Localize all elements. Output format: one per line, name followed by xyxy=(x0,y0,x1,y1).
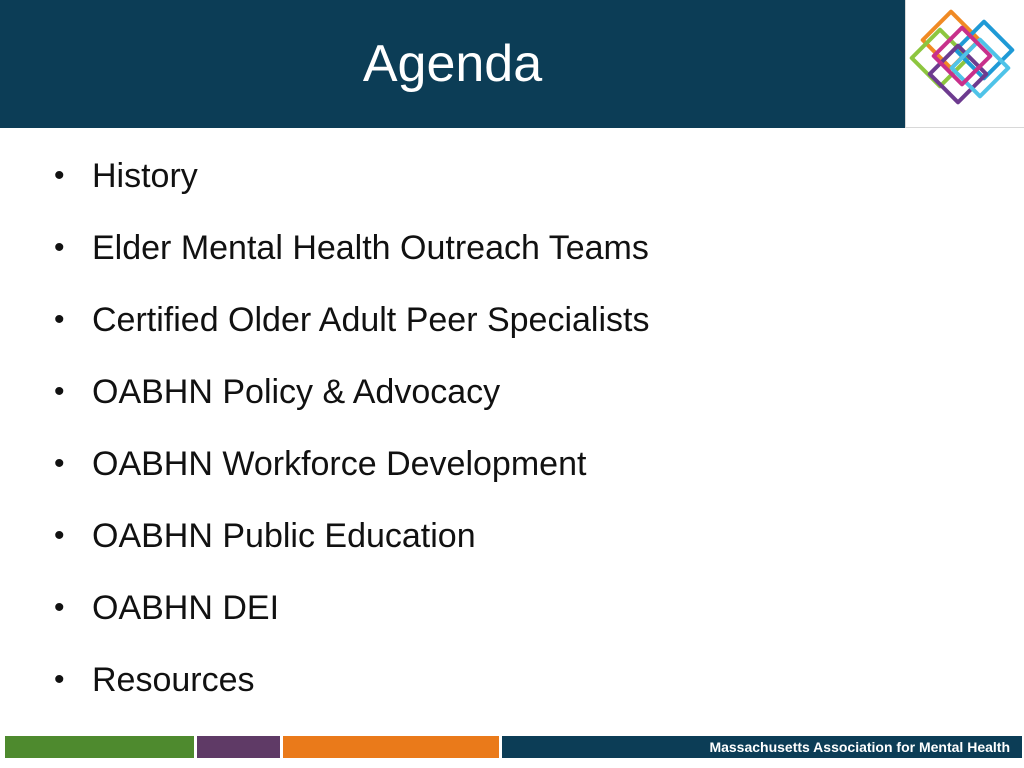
agenda-item-label: OABHN Public Education xyxy=(92,517,476,555)
bullet-icon: • xyxy=(54,375,65,408)
bullet-icon: • xyxy=(54,591,65,624)
agenda-item-label: Resources xyxy=(92,661,255,699)
agenda-item-label: Elder Mental Health Outreach Teams xyxy=(92,229,649,267)
footer-bar-navy xyxy=(502,736,1022,758)
bullet-icon: • xyxy=(54,663,65,696)
agenda-item xyxy=(50,212,649,284)
agenda-list xyxy=(50,140,649,716)
footer-bar-orange xyxy=(283,736,499,758)
footer-organization-name: Massachusetts Association for Mental Health xyxy=(709,739,1010,755)
footer-bar-purple xyxy=(197,736,280,758)
slide-title: Agenda xyxy=(362,35,543,93)
agenda-item-label: Certified Older Adult Peer Specialists xyxy=(92,301,650,339)
agenda-item xyxy=(50,356,649,428)
footer-bar-green xyxy=(5,736,194,758)
bullet-icon: • xyxy=(54,447,65,480)
bullet-icon: • xyxy=(54,303,65,336)
slide-header xyxy=(0,0,905,128)
bullet-icon: • xyxy=(54,519,65,552)
agenda-item xyxy=(50,284,649,356)
agenda-item xyxy=(50,428,649,500)
bullet-icon: • xyxy=(54,159,65,192)
agenda-item xyxy=(50,500,649,572)
agenda-item xyxy=(50,572,649,644)
agenda-item-label: OABHN Policy & Advocacy xyxy=(92,373,501,411)
agenda-item xyxy=(50,140,649,212)
bullet-icon: • xyxy=(54,231,65,264)
agenda-item-label: History xyxy=(92,157,198,195)
agenda-item-label: OABHN Workforce Development xyxy=(92,445,587,483)
interlocking-squares-logo-icon xyxy=(906,0,1024,128)
agenda-item-label: OABHN DEI xyxy=(92,589,280,627)
logo-container xyxy=(905,0,1024,128)
agenda-item xyxy=(50,644,649,716)
